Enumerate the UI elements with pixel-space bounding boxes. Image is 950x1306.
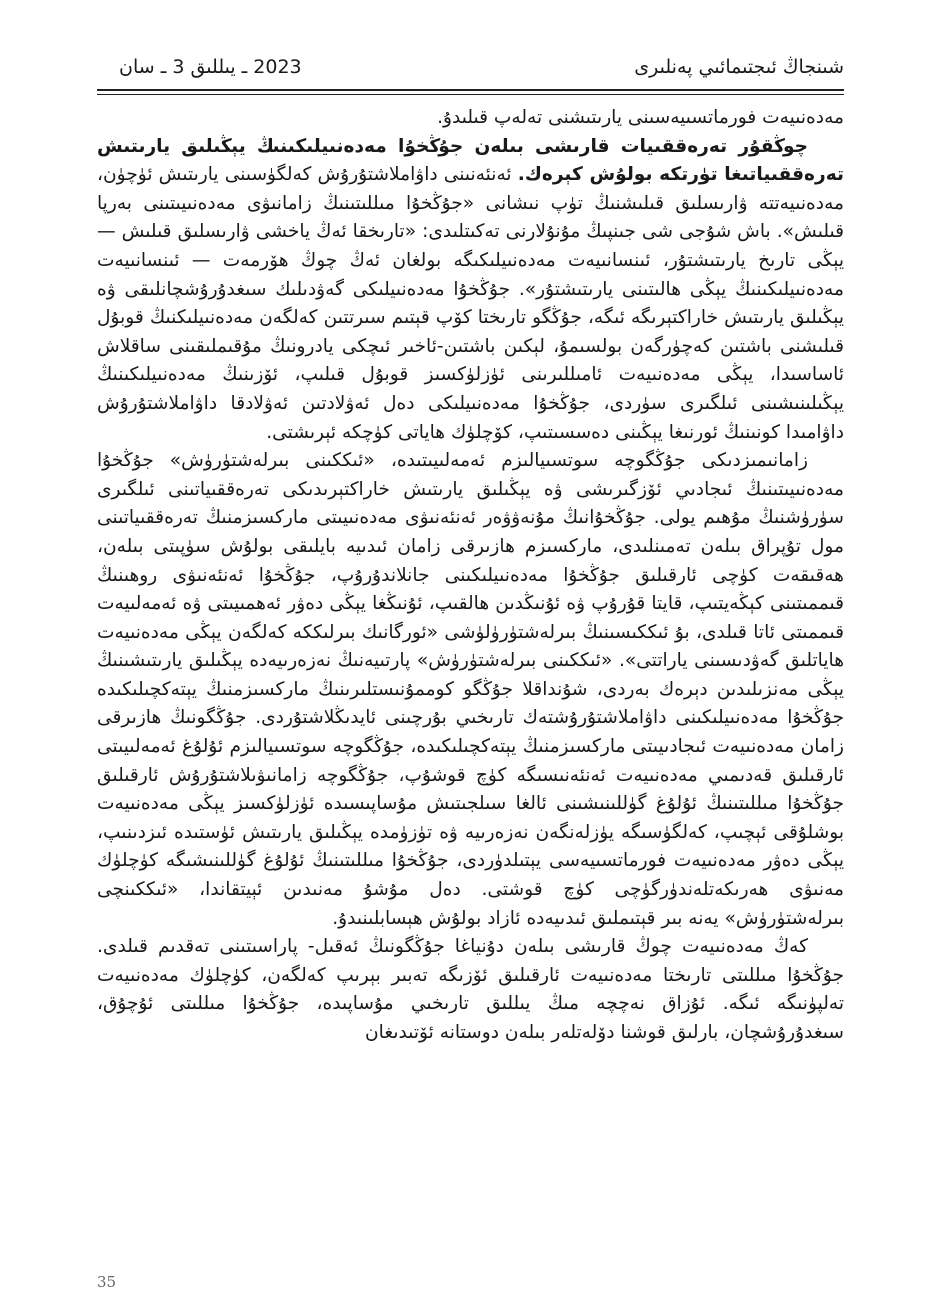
section-lead: چوڭقۇر تەرەققىيات قارىشى بىلەن جۇڭخۇا مەدەنىيلىكىنىڭ يېڭىلىق يارىتىش تەرەققىياتىغا تۈرتكە بولۇش كېرەك. <box>97 135 844 186</box>
paragraph: چوڭقۇر تەرەققىيات قارىشى بىلەن جۇڭخۇا مەدەنىيلىكىنىڭ يېڭىلىق يارىتىش تەرەققىياتىغا تۈرتكە بولۇش كېرەك. ئەنئەنىنى داۋاملاشتۇرۇش كەلگۈسىنى يارىتىش ئۈچۈن، مەدەنىيەتتە ۋارىسلىق قىلىشنىڭ تۈپ نىشانى «جۇڭخۇا مىللىتىنىڭ زامانىۋى مەدەنىيىتىنى بەرپا قىلىش». باش شۇجى شى جىنپىڭ مۇنۇلارنى تەكىتلىدى: «تارىخقا ئەڭ ياخشى ۋارىسلىق قىلىش — يېڭى تارىخ يارىتىشتۇر، ئىنسانىيەت مەدەنىيلىكىگە بولغان ئەڭ چوڭ ھۆرمەت — ئىنسانىيەت مەدەنىيلىكىنىڭ يېڭى ھالىتىنى يارىتىشتۇر». جۇڭخۇا مەدەنىيلىكى گەۋدىلىك سىغدۇرۇشچانلىقى ۋە يېڭىلىق يارىتىش خاراكتېرىگە ئىگە، جۇڭگو تارىختا كۆپ قېتىم سىرتتىن كەلگەن مەدەنىيلىكنىڭ قوبۇل قىلىشنى باشتىن كەچۈرگەن بولسىمۇ، لېكىن باشتىن-ئاخىر ئىچكى يادرونىڭ مۇقىملىقىنى ساقلاش ئاساسىدا، يېڭى مەدەنىيەت ئامىللىرىنى ئۈزلۈكسىز قوبۇل قىلىپ، ئۆزىنىڭ مەدەنىيلىكىنىڭ يېڭىلىنىشىنى ئىلگىرى سۈردى، جۇڭخۇا مەدەنىيلىكى دەل ئەۋلادتىن ئەۋلادقا داۋاملاشتۇرۇش داۋامىدا كونىنىڭ ئورنىغا يېڭىنى دەسسىتىپ، كۆچلۈك ھاياتى كۈچكە ئېرىشتى. <box>97 135 844 443</box>
header-rule-thin <box>97 94 844 95</box>
page-number: 35 <box>97 1273 117 1291</box>
paragraph: مەدەنىيەت فورماتسىيەسىنى يارىتىشنى تەلەپ قىلىدۇ. <box>437 107 844 128</box>
issue-label: 2023 ـ يىللىق 3 ـ سان <box>119 56 302 78</box>
paragraph: زامانىمىزدىكى جۇڭگوچە سوتسىيالىزم ئەمەلىيىتىدە، «ئىككىنى بىرلەشتۈرۈش» جۇڭخۇا مەدەنىيىتىنىڭ ئىجادىي ئۆزگىرىشى ۋە يېڭىلىق يارىتىش خاراكتېرىدىكى تەرەققىياتىنى ئىلگىرى سۈرۈشنىڭ مۇھىم يولى. جۇڭخۇانىڭ مۇنەۋۋەر ئەنئەنىۋى مەدەنىيىتى ماركسىزمنىڭ تەرەققىياتىنى مول تۇپراق بىلەن تەمىنلىدى، ماركسىزم ھازىرقى زامان ئىدىيە بايلىقى بولۇش سۈپىتى بىلەن، ھەقىقەت كۈچى ئارقىلىق جۇڭخۇا مەدەنىيلىكىنى جانلاندۇرۇپ، جۇڭخۇا ئەنئەنىۋى روھىنىڭ قىممىتىنى كېڭەيتىپ، قايتا قۇرۇپ ۋە ئۇنىڭدىن ھالقىپ، ئۇنىڭغا يېڭى دەۋر ئەھمىيىتى ۋە ئەمەلىيەت قىممىتى ئاتا قىلدى، بۇ ئىككىسىنىڭ بىرلەشتۈرۈلۈشى «ئورگانىك بىرلىككە كەلگەن يېڭى مەدەنىيەت ھاياتلىق گەۋدىسىنى ياراتتى». «ئىككىنى بىرلەشتۈرۈش» پارتىيەنىڭ نەزەرىيەدە يېڭىلىق يارىتىشىنىڭ يېڭى مەنزىلىدىن دېرەك بەردى، شۇنداقلا جۇڭگو كوممۇنىستلىرىنىڭ ماركسىزمنىڭ يېتەكچىلىكىدە جۇڭخۇا مەدەنىيلىكىنى داۋاملاشتۇرۇشتەك تارىخىي بۇرچىنى ئايدىڭلاشتۇردى. جۇڭگونىڭ ھازىرقى زامان مەدەنىيەت ئىجادىيىتى ماركسىزمنىڭ يېتەكچىلىكىدە، جۇڭگوچە سوتسىيالىزم ئۇلۇغ ئەمەلىيىتى ئارقىلىق قەدىمىي مەدەنىيەت ئەنئەنىسىگە كۈچ قوشۇپ، جۇڭگوچە زامانىۋىلاشتۇرۇش ئارقىلىق جۇڭخۇا مىللىتىنىڭ ئۇلۇغ گۈللىنىشىنى ئالغا سىلجىتىش مۇساپىسىدە ئۈزلۈكسىز يېڭى مەدەنىيەت بوشلۇقى ئېچىپ، كەلگۈسىگە يۈزلەنگەن نەزەرىيە ۋە تۈزۈمدە يېڭىلىق يارىتىش ئۈستىدە ئىزدىنىپ، يېڭى دەۋر مەدەنىيەت فورماتسىيەسى يېتىلدۈردى، جۇڭخۇا مىللىتىنىڭ ئۇلۇغ گۈللىنىشىگە كۈچلۈك مەنىۋى ھەرىكەتلەندۈرگۈچى كۈچ قوشتى. دەل مۇشۇ مەنىدىن ئېيتقاندا، «ئىككىنچى بىرلەشتۈرۈش» يەنە بىر قېتىملىق ئىدىيەدە ئازاد بولۇش ھېسابلىنىدۇ. <box>97 450 844 929</box>
journal-title: شىنجاڭ ئىجتىمائىي پەنلىرى <box>634 56 844 78</box>
header-rule-thick <box>97 89 844 91</box>
running-header <box>97 56 844 86</box>
paragraph: كەڭ مەدەنىيەت چوڭ قارىشى بىلەن دۇنياغا جۇڭگونىڭ ئەقىل- پاراسىتىنى تەقدىم قىلدى. جۇڭخۇا مىللىتى تارىختا مەدەنىيەت ئارقىلىق ئۆزىگە تەبىر بېرىپ كەلگەن، كۈچلۈك مەدەنىيەت تەلپۈنىگە ئىگە. ئۇزاق نەچچە مىڭ يىللىق تارىخىي مۇساپىدە، جۇڭخۇا مىللىتى ئۇچۇق، سىغدۇرۇشچان، بارلىق قوشنا دۆلەتلەر بىلەن دوستانە ئۆتىدىغان <box>97 936 844 1043</box>
article-body <box>97 104 844 1048</box>
